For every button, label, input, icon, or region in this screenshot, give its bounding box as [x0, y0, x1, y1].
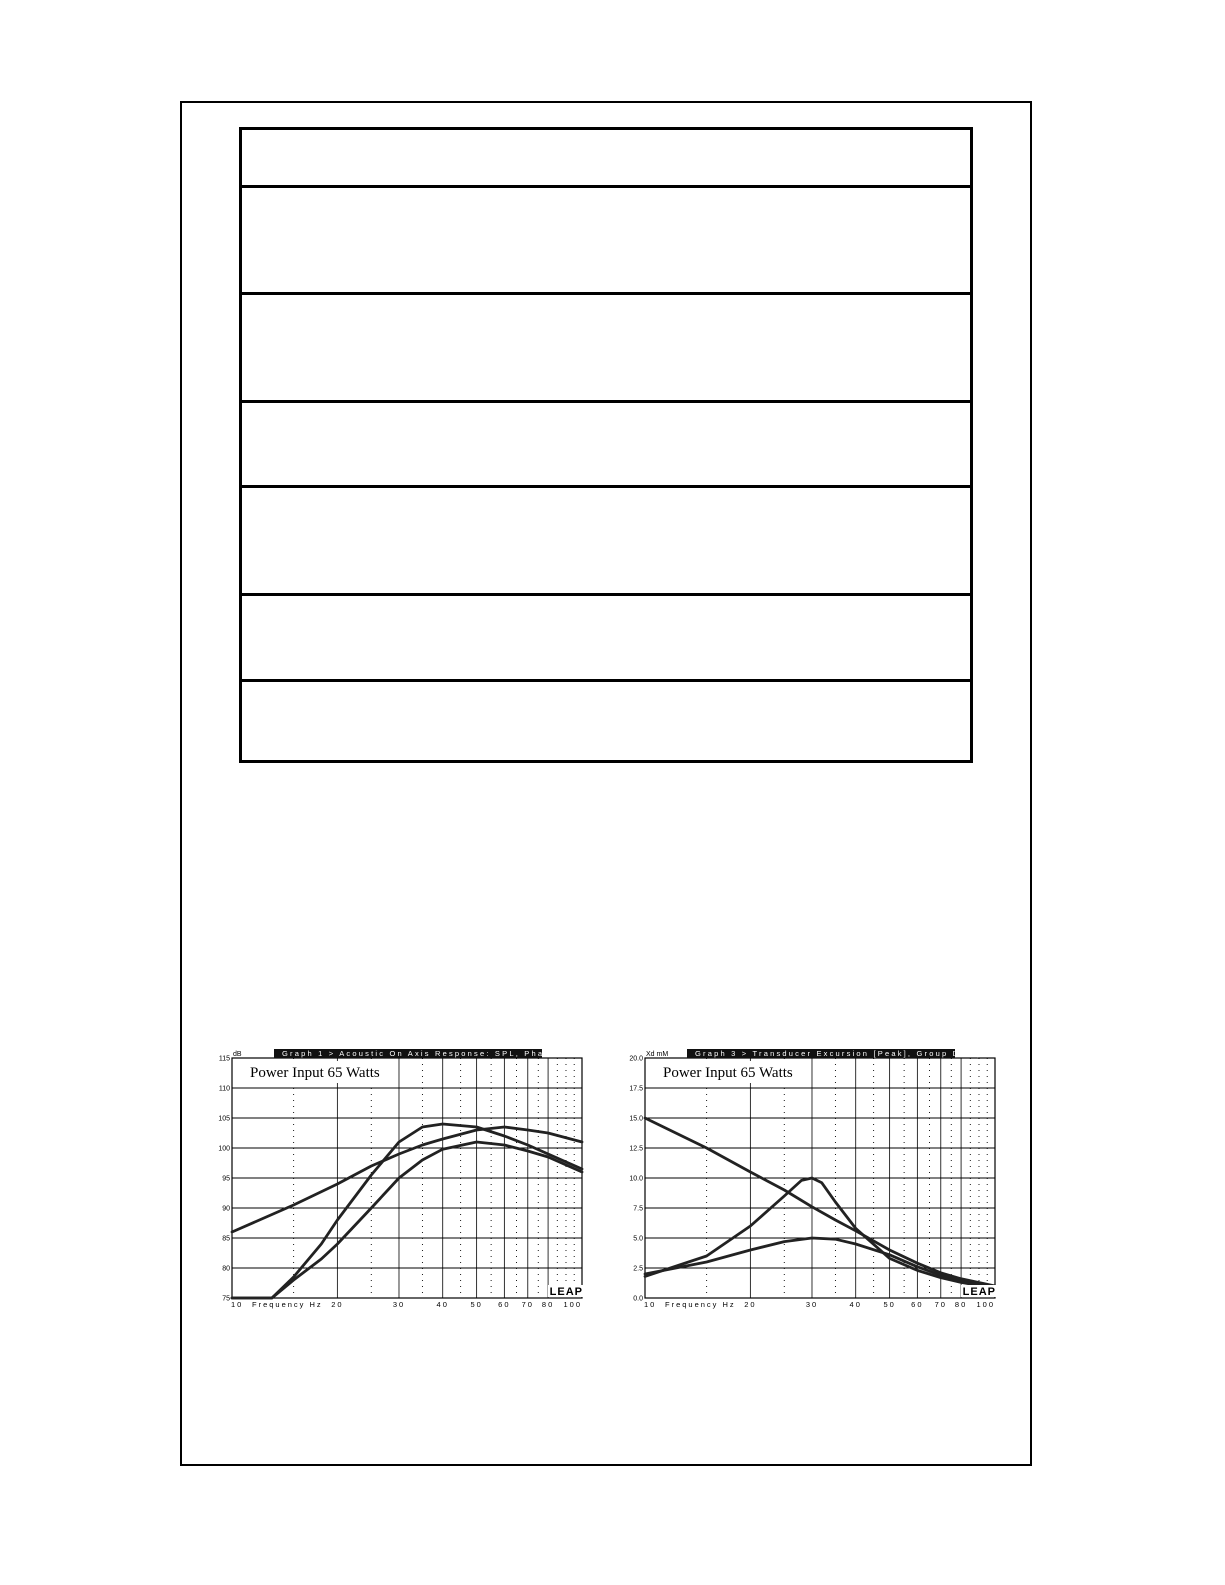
x-tick-label: 10	[231, 1300, 244, 1309]
y-tick-label: 2.5	[633, 1265, 643, 1273]
x-tick-label: 100	[563, 1300, 582, 1309]
spec-table-rule	[242, 400, 970, 403]
x-tick-label: 30	[805, 1300, 819, 1309]
x-tick-label: 100	[976, 1300, 995, 1309]
x-tick-label: 80	[954, 1300, 968, 1309]
x-tick-label: 80	[541, 1300, 555, 1309]
x-tick-label: 50	[883, 1300, 896, 1309]
annotation-text: Power Input 65 Watts	[663, 1065, 793, 1081]
chart-spl-response	[210, 1045, 590, 1315]
y-tick-label: 95	[222, 1175, 230, 1183]
y-tick-label: 15.0	[629, 1115, 643, 1123]
y-tick-label: 12.5	[629, 1145, 643, 1153]
series-line	[232, 1142, 582, 1298]
chart-title: Graph 1 > Acoustic On Axis Response: SPL, Phase	[282, 1049, 557, 1058]
y-tick-label: 105	[218, 1115, 230, 1123]
y-tick-label: 90	[222, 1205, 230, 1213]
y-tick-label: 75	[222, 1295, 230, 1303]
x-tick-label: 70	[934, 1300, 947, 1309]
y-tick-label: 17.5	[629, 1085, 643, 1093]
y-tick-label: 110	[218, 1085, 230, 1093]
x-tick-label: 40	[436, 1300, 449, 1309]
y-tick-label: 20.0	[629, 1055, 643, 1063]
x-tick-label: 20	[744, 1300, 757, 1309]
spec-table-rule	[242, 292, 970, 295]
y-tick-label: 85	[222, 1235, 230, 1243]
x-tick-label: 10	[644, 1300, 657, 1309]
y-tick-label: 7.5	[633, 1205, 643, 1213]
x-tick-label: 20	[331, 1300, 344, 1309]
chart-spl-svg	[210, 1045, 590, 1315]
series-line	[645, 1118, 995, 1286]
spec-table-rule	[242, 593, 970, 596]
x-tick-label: 60	[498, 1300, 511, 1309]
spec-table-rule	[242, 485, 970, 488]
chart-excursion-svg	[623, 1045, 1003, 1315]
chart-title: Graph 3 > Transducer Excursion [Peak], Group Delay	[695, 1049, 983, 1058]
annotation-text: Power Input 65 Watts	[250, 1065, 380, 1081]
x-tick-label: 60	[911, 1300, 924, 1309]
spec-table	[239, 127, 973, 763]
y-axis-label: dB	[233, 1051, 242, 1058]
x-tick-label: 50	[470, 1300, 483, 1309]
spec-table-rule	[242, 679, 970, 682]
series-line	[232, 1127, 582, 1232]
series-line	[645, 1238, 995, 1287]
y-axis-label: Xd mM	[646, 1051, 669, 1058]
x-tick-label: 40	[849, 1300, 862, 1309]
series-line	[645, 1178, 995, 1288]
y-tick-label: 5.0	[633, 1235, 643, 1243]
x-axis-label: Frequency Hz	[665, 1300, 736, 1309]
y-tick-label: 0.0	[633, 1295, 643, 1303]
y-tick-label: 115	[218, 1055, 230, 1063]
leap-logo: LEAP	[962, 1286, 996, 1298]
x-axis-label: Frequency Hz	[252, 1300, 323, 1309]
y-tick-label: 80	[222, 1265, 230, 1273]
spec-table-rule	[242, 185, 970, 188]
x-tick-label: 70	[521, 1300, 534, 1309]
y-tick-label: 100	[218, 1145, 230, 1153]
x-tick-label: 30	[392, 1300, 406, 1309]
y-tick-label: 10.0	[629, 1175, 643, 1183]
chart-excursion	[623, 1045, 1003, 1315]
leap-logo: LEAP	[549, 1286, 583, 1298]
